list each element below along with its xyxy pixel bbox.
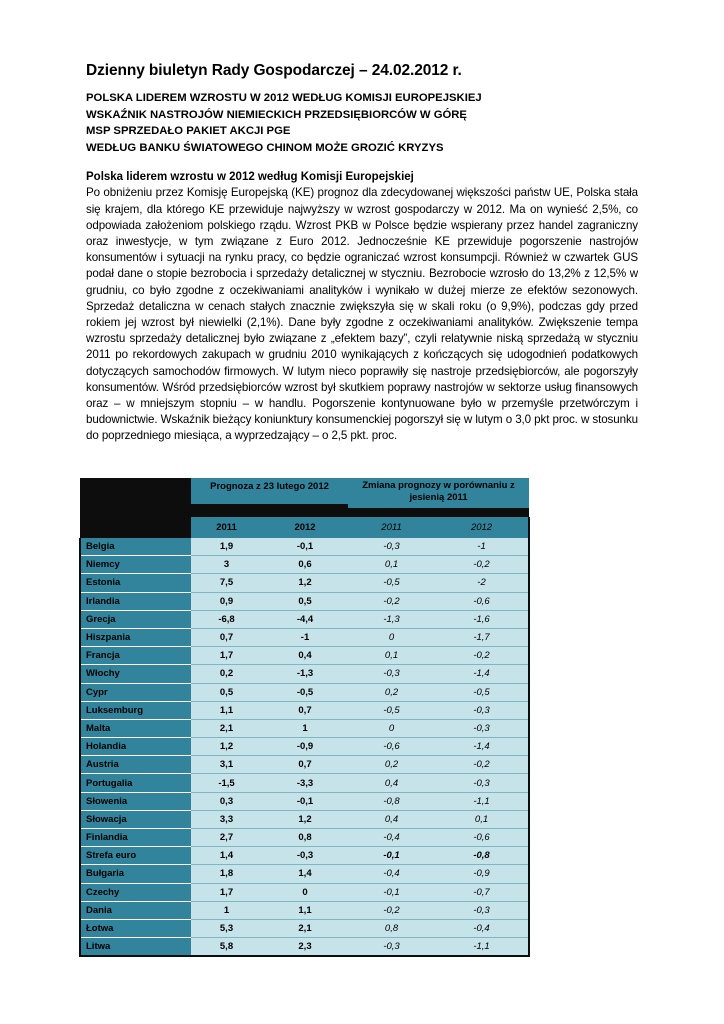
country-cell: Francja (80, 647, 191, 665)
subheader-forecast-2012: 2012 (262, 517, 348, 538)
table-row (80, 865, 529, 883)
subheader-change-2012: 2012 (435, 517, 529, 538)
table-row (80, 683, 529, 701)
table-row (80, 701, 529, 719)
subheader-forecast-2011: 2011 (191, 517, 262, 538)
table-row (80, 919, 529, 937)
forecast-2012-cell: 1 (262, 719, 348, 737)
section-title: Polska liderem wzrostu w 2012 według Komisji Europejskiej (86, 171, 414, 184)
change-2011-cell: -0,3 (348, 938, 435, 957)
table-row (80, 810, 529, 828)
change-2011-cell: 0 (348, 719, 435, 737)
forecast-2011-cell: 1,2 (191, 738, 262, 756)
group-header-forecast: Prognoza z 23 lutego 2012 (191, 478, 348, 504)
forecast-2011-cell: 2,1 (191, 719, 262, 737)
change-2012-cell: -0,6 (435, 829, 529, 847)
change-2011-cell: 0,4 (348, 810, 435, 828)
forecast-2012-cell: 0,8 (262, 829, 348, 847)
change-2011-cell: 0,4 (348, 774, 435, 792)
change-2011-cell: -0,4 (348, 865, 435, 883)
country-cell: Luksemburg (80, 701, 191, 719)
change-2012-cell: -1 (435, 538, 529, 556)
country-cell: Strefa euro (80, 847, 191, 865)
forecast-2011-cell: 3,1 (191, 756, 262, 774)
table-row (80, 574, 529, 592)
forecast-2011-cell: 2,7 (191, 829, 262, 847)
country-cell: Estonia (80, 574, 191, 592)
headline: WSKAŹNIK NASTROJÓW NIEMIECKICH PRZEDSIĘBIORCÓW W GÓRĘ (86, 108, 467, 121)
country-cell: Belgia (80, 538, 191, 556)
forecast-2012-cell: 1,2 (262, 810, 348, 828)
change-2011-cell: -0,3 (348, 665, 435, 683)
group-header-change-cell (348, 478, 529, 517)
forecast-2012-cell: 0 (262, 883, 348, 901)
change-2011-cell: -0,3 (348, 538, 435, 556)
forecast-2012-cell: -0,5 (262, 683, 348, 701)
forecast-2012-cell: 2,3 (262, 938, 348, 957)
group-header-change: Zmiana prognozy w porównaniu z jesienią 2011 (348, 478, 529, 508)
forecast-2011-cell: 3 (191, 556, 262, 574)
table-corner-cell (80, 478, 191, 538)
country-cell: Finlandia (80, 829, 191, 847)
change-2011-cell: 0,1 (348, 647, 435, 665)
forecast-2011-cell: 5,3 (191, 919, 262, 937)
table-row (80, 719, 529, 737)
bulletin-title: Dzienny biuletyn Rady Gospodarczej – 24.02.2012 r. (86, 62, 462, 79)
headline: MSP SPRZEDAŁO PAKIET AKCJI PGE (86, 125, 291, 138)
forecast-2012-cell: 0,7 (262, 701, 348, 719)
document-page (86, 62, 638, 445)
forecast-2012-cell: 0,4 (262, 647, 348, 665)
change-2011-cell: -0,1 (348, 847, 435, 865)
change-2012-cell: -0,2 (435, 556, 529, 574)
forecast-2011-cell: 0,3 (191, 792, 262, 810)
change-2012-cell: -0,6 (435, 592, 529, 610)
table-row (80, 756, 529, 774)
country-cell: Cypr (80, 683, 191, 701)
headlines-list (86, 90, 638, 156)
table-row (80, 538, 529, 556)
forecast-2012-cell: -1 (262, 628, 348, 646)
change-2012-cell: -0,3 (435, 719, 529, 737)
country-cell: Bułgaria (80, 865, 191, 883)
forecast-table (79, 478, 530, 957)
change-2011-cell: 0 (348, 628, 435, 646)
change-2012-cell: -0,3 (435, 701, 529, 719)
change-2012-cell: -0,3 (435, 774, 529, 792)
forecast-2012-cell: -4,4 (262, 610, 348, 628)
forecast-2011-cell: 1 (191, 901, 262, 919)
change-2012-cell: -1,6 (435, 610, 529, 628)
change-2011-cell: -0,5 (348, 701, 435, 719)
country-cell: Czechy (80, 883, 191, 901)
table-row (80, 610, 529, 628)
change-2012-cell: -0,8 (435, 847, 529, 865)
change-2012-cell: -0,4 (435, 919, 529, 937)
forecast-2011-cell: 1,9 (191, 538, 262, 556)
forecast-2012-cell: 0,7 (262, 756, 348, 774)
country-cell: Malta (80, 719, 191, 737)
country-cell: Grecja (80, 610, 191, 628)
forecast-2012-cell: 1,1 (262, 901, 348, 919)
country-cell: Hiszpania (80, 628, 191, 646)
forecast-2011-cell: 1,8 (191, 865, 262, 883)
forecast-2011-cell: 1,7 (191, 883, 262, 901)
forecast-2011-cell: 0,2 (191, 665, 262, 683)
table-row (80, 647, 529, 665)
change-2012-cell: -2 (435, 574, 529, 592)
country-cell: Austria (80, 756, 191, 774)
table-row (80, 883, 529, 901)
change-2012-cell: -1,7 (435, 628, 529, 646)
change-2011-cell: -0,1 (348, 883, 435, 901)
forecast-2011-cell: 7,5 (191, 574, 262, 592)
table-row (80, 829, 529, 847)
forecast-2011-cell: 0,7 (191, 628, 262, 646)
change-2012-cell: -1,1 (435, 792, 529, 810)
country-cell: Włochy (80, 665, 191, 683)
forecast-2012-cell: 0,6 (262, 556, 348, 574)
forecast-2012-cell: 0,5 (262, 592, 348, 610)
forecast-2011-cell: 1,4 (191, 847, 262, 865)
change-2012-cell: -1,4 (435, 738, 529, 756)
forecast-2012-cell: -0,1 (262, 792, 348, 810)
change-2012-cell: -0,2 (435, 756, 529, 774)
change-2011-cell: -1,3 (348, 610, 435, 628)
change-2011-cell: -0,8 (348, 792, 435, 810)
country-cell: Łotwa (80, 919, 191, 937)
forecast-table-container (79, 478, 528, 957)
change-2011-cell: -0,6 (348, 738, 435, 756)
country-cell: Słowenia (80, 792, 191, 810)
forecast-2012-cell: -3,3 (262, 774, 348, 792)
country-cell: Słowacja (80, 810, 191, 828)
group-header-forecast-cell (191, 478, 348, 517)
change-2011-cell: -0,2 (348, 901, 435, 919)
forecast-2011-cell: 1,1 (191, 701, 262, 719)
forecast-2011-cell: 3,3 (191, 810, 262, 828)
table-header-row (80, 478, 529, 517)
change-2012-cell: -1,1 (435, 938, 529, 957)
forecast-2012-cell: -0,1 (262, 538, 348, 556)
article-body: Po obniżeniu przez Komisję Europejską (KE) prognoz dla zdecydowanej większości państw UE, Polska stała się krajem, dla którego KE przewiduje najwyższy w wzrost gospodarczy w 2012. Ma on wynieść 2,5%, co odpowiada założeniom polskiego rządu. Wzrost PKB w Polsce będzie wspierany przez handel zagraniczny oraz inwestycje, w tym związane z Euro 2012. Jednocześnie KE przewiduje pogorszenie nastrojów konsumentów i sytuacji na rynku pracy, co będzie ograniczać wzrost konsumpcji. Również w czwartek GUS podał dane o stopie bezrobocia i sprzedaży detalicznej w styczniu. Bezrobocie wzrosło do 13,2% z 12,5% w grudniu, co było zgodne z oczekiwaniami analityków i wynikało w dużej mierze ze efektów sezonowych. Sprzedaż detaliczna w cenach stałych znacznie zwiększyła się w skali roku (o 9,9%), podczas gdy przed rokiem jej wzrost był niewielki (2,1%). Dane były zgodne z oczekiwaniami analityków. Zwiększenie tempa wzrostu sprzedaży detalicznej było związane z „efektem bazy”, czyli relatywnie niską sprzedażą w styczniu 2011 po rekordowych zakupach w grudniu 2010 wynikających z kończących się udogodnień podatkowych dotyczących samochodów firmowych. W lutym nieco poprawiły się nastroje przedsiębiorców, ale pogorszyły konsumentów. Wśród przedsiębiorców wzrost był skutkiem poprawy nastrojów w sektorze usług finansowych oraz – w mniejszym stopniu – w handlu. Pogorszenie kontynuowane było w przemyśle przetwórczym i budownictwie. Wskaźnik bieżący koniunktury konsumenckiej pogorszył się w lutym o 3,0 pkt proc. w stosunku do poprzedniego miesiąca, a wyprzedzający – o 2,5 pkt. proc. (86, 186, 638, 443)
forecast-2012-cell: 1,4 (262, 865, 348, 883)
change-2011-cell: -0,2 (348, 592, 435, 610)
subheader-change-2011: 2011 (348, 517, 435, 538)
forecast-2011-cell: -1,5 (191, 774, 262, 792)
change-2012-cell: -0,3 (435, 901, 529, 919)
table-row (80, 556, 529, 574)
table-row (80, 592, 529, 610)
country-cell: Irlandia (80, 592, 191, 610)
forecast-2012-cell: -1,3 (262, 665, 348, 683)
change-2011-cell: -0,5 (348, 574, 435, 592)
change-2012-cell: -0,5 (435, 683, 529, 701)
forecast-2012-cell: 2,1 (262, 919, 348, 937)
table-body (80, 538, 529, 956)
forecast-2011-cell: 0,5 (191, 683, 262, 701)
table-row (80, 628, 529, 646)
table-row (80, 901, 529, 919)
change-2011-cell: 0,1 (348, 556, 435, 574)
table-row (80, 665, 529, 683)
country-cell: Niemcy (80, 556, 191, 574)
country-cell: Litwa (80, 938, 191, 957)
table-row (80, 792, 529, 810)
headline: WEDŁUG BANKU ŚWIATOWEGO CHINOM MOŻE GROZIĆ KRYZYS (86, 141, 444, 154)
change-2012-cell: -0,2 (435, 647, 529, 665)
forecast-2011-cell: 0,9 (191, 592, 262, 610)
table-row (80, 738, 529, 756)
forecast-2012-cell: -0,9 (262, 738, 348, 756)
change-2012-cell: -0,9 (435, 865, 529, 883)
country-cell: Dania (80, 901, 191, 919)
change-2012-cell: -1,4 (435, 665, 529, 683)
headline: POLSKA LIDEREM WZROSTU W 2012 WEDŁUG KOMISJI EUROPEJSKIEJ (86, 92, 482, 104)
country-cell: Portugalia (80, 774, 191, 792)
table-row (80, 847, 529, 865)
change-2011-cell: -0,4 (348, 829, 435, 847)
change-2012-cell: -0,7 (435, 883, 529, 901)
forecast-2011-cell: -6,8 (191, 610, 262, 628)
change-2011-cell: 0,8 (348, 919, 435, 937)
forecast-2012-cell: 1,2 (262, 574, 348, 592)
change-2012-cell: 0,1 (435, 810, 529, 828)
change-2011-cell: 0,2 (348, 756, 435, 774)
country-cell: Holandia (80, 738, 191, 756)
forecast-2011-cell: 5,8 (191, 938, 262, 957)
change-2011-cell: 0,2 (348, 683, 435, 701)
table-row (80, 938, 529, 957)
forecast-2012-cell: -0,3 (262, 847, 348, 865)
table-row (80, 774, 529, 792)
forecast-2011-cell: 1,7 (191, 647, 262, 665)
